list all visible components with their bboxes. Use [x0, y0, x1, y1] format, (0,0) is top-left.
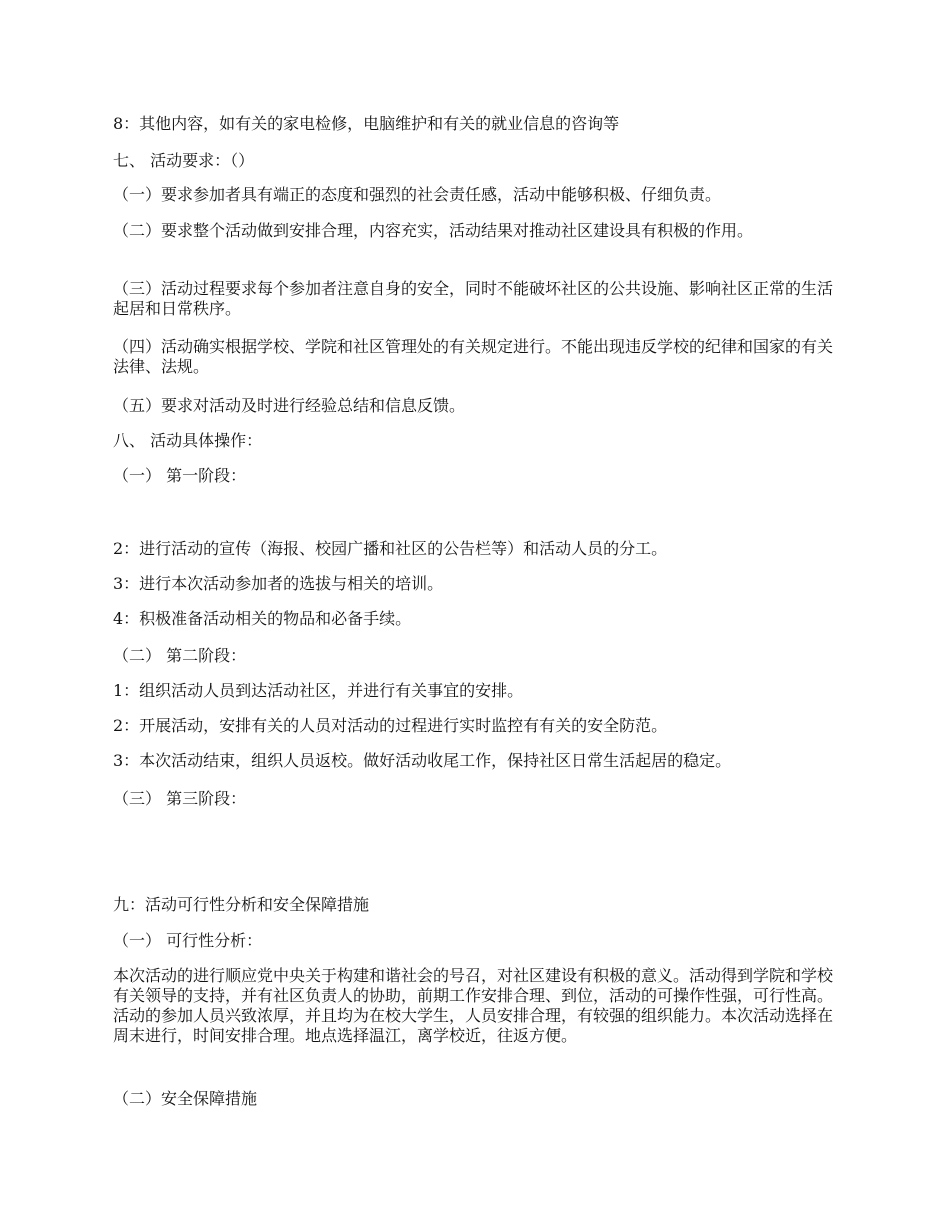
phase-2-step-3: 3：本次活动结束，组织人员返校。做好活动收尾工作，保持社区日常生活起居的稳定。 — [113, 751, 732, 770]
phase-3-heading: （三） 第三阶段： — [113, 789, 247, 808]
section-9-heading: 九：活动可行性分析和安全保障措施 — [113, 895, 370, 914]
section-8-heading: 八、 活动具体操作： — [113, 431, 263, 450]
requirement-1: （一）要求参加者具有端正的态度和强烈的社会责任感，活动中能够积极、仔细负责。 — [113, 185, 722, 204]
feasibility-paragraph: 本次活动的进行顺应党中央关于构建和谐社会的号召，对社区建设有积极的意义。活动得到学院和学校有关领导的支持，并有社区负责人的协助，前期工作安排合理、到位，活动的可操作性强，可行性高。活动的参加人员兴致浓厚，并且均为在校大学生，人员安排合理，有较强的组织能力。本次活动选择在周末进行，时间安排合理。地点选择温江，离学校近，往返方便。 — [113, 966, 834, 1045]
phase-2-heading: （二） 第二阶段： — [113, 646, 247, 665]
safety-measures-heading: （二）安全保障措施 — [113, 1089, 258, 1108]
requirement-4: （四）活动确实根据学校、学院和社区管理处的有关规定进行。不能出现违反学校的纪律和国家的有关法律、法规。 — [113, 337, 834, 376]
phase-1-step-3: 3：进行本次活动参加者的选拔与相关的培训。 — [113, 574, 444, 593]
requirement-2: （二）要求整个活动做到安排合理，内容充实，活动结果对推动社区建设具有积极的作用。 — [113, 221, 754, 240]
phase-2-step-1: 1：组织活动人员到达活动社区，并进行有关事宜的安排。 — [113, 681, 524, 700]
requirement-3: （三）活动过程要求每个参加者注意自身的安全，同时不能破坏社区的公共设施、影响社区正常的生活起居和日常秩序。 — [113, 279, 834, 318]
phase-2-step-2: 2：开展活动，安排有关的人员对活动的过程进行实时监控有有关的安全防范。 — [113, 716, 668, 735]
section-7-heading: 七、 活动要求：（） — [113, 151, 255, 170]
phase-1-step-2: 2：进行活动的宣传（海报、校园广播和社区的公告栏等）和活动人员的分工。 — [113, 539, 668, 558]
requirement-5: （五）要求对活动及时进行经验总结和信息反馈。 — [113, 396, 466, 415]
item-8-other-content: 8：其他内容，如有关的家电检修，电脑维护和有关的就业信息的咨询等 — [113, 114, 620, 133]
phase-1-step-4: 4：积极准备活动相关的物品和必备手续。 — [113, 609, 412, 628]
phase-1-heading: （一） 第一阶段： — [113, 466, 247, 485]
feasibility-heading: （一） 可行性分析： — [113, 931, 263, 950]
